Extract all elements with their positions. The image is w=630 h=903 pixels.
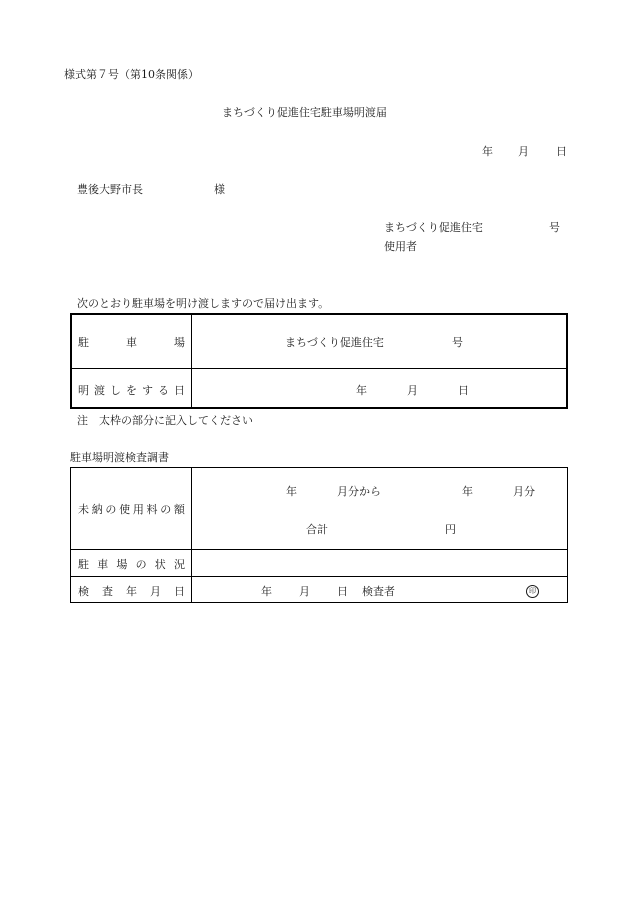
parking-number-suffix: 号 bbox=[452, 336, 463, 349]
statement: 次のとおり駐車場を明け渡しますので届け出ます。 bbox=[77, 297, 330, 310]
unpaid-fee-label: 未 納 の 使 用 料 の 額 bbox=[78, 503, 185, 516]
parking-table bbox=[70, 313, 568, 409]
seal-mark: 印 bbox=[526, 583, 539, 598]
inspection-title: 駐車場明渡検査調書 bbox=[70, 451, 169, 464]
table-divider bbox=[71, 549, 567, 550]
date-day: 日 bbox=[556, 145, 567, 158]
inspector-label: 検査者 bbox=[362, 585, 395, 598]
document-title: まちづくり促進住宅駐車場明渡届 bbox=[222, 106, 387, 119]
note: 注 太枠の部分に記入してください bbox=[77, 414, 253, 427]
parking-label: 駐 車 場 bbox=[78, 336, 185, 349]
parking-value[interactable]: まちづくり促進住宅 bbox=[285, 336, 384, 349]
fee-to-month: 月分 bbox=[513, 485, 535, 498]
fee-total-label: 合計 bbox=[306, 523, 328, 536]
table-divider bbox=[191, 468, 192, 602]
fee-yen: 円 bbox=[445, 523, 456, 536]
applicant-number-suffix: 号 bbox=[549, 221, 560, 234]
vacate-day[interactable]: 日 bbox=[458, 384, 469, 397]
applicant-user: 使用者 bbox=[384, 240, 417, 253]
date-month: 月 bbox=[518, 145, 529, 158]
form-number: 様式第７号（第10条関係） bbox=[64, 68, 199, 81]
vacate-year[interactable]: 年 bbox=[356, 384, 367, 397]
fee-from-month: 月分から bbox=[337, 485, 381, 498]
fee-from-year: 年 bbox=[286, 485, 297, 498]
applicant-housing: まちづくり促進住宅 bbox=[384, 221, 483, 234]
inspection-table bbox=[70, 467, 568, 603]
parking-condition-label: 駐 車 場 の 状 況 bbox=[78, 558, 185, 571]
inspection-day: 日 bbox=[337, 585, 348, 598]
vacate-month[interactable]: 月 bbox=[407, 384, 418, 397]
addressee-mayor: 豊後大野市長 bbox=[77, 183, 143, 196]
fee-to-year: 年 bbox=[462, 485, 473, 498]
date-year: 年 bbox=[482, 145, 493, 158]
vacate-date-label: 明 渡 し を す る 日 bbox=[78, 384, 185, 397]
inspection-month: 月 bbox=[299, 585, 310, 598]
table-divider bbox=[72, 368, 566, 369]
table-divider bbox=[191, 315, 192, 407]
table-divider bbox=[71, 576, 567, 577]
addressee-honorific: 様 bbox=[214, 183, 225, 196]
inspection-year: 年 bbox=[261, 585, 272, 598]
inspection-date-label: 検 査 年 月 日 bbox=[78, 585, 185, 598]
